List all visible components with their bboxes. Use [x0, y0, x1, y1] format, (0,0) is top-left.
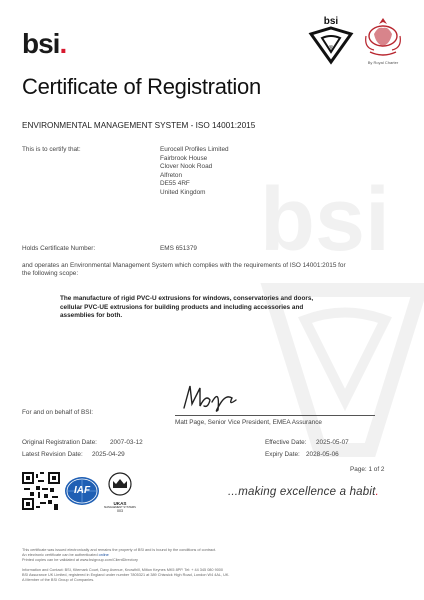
footer [22, 548, 412, 583]
expiry-date: 2028-05-06 [306, 451, 339, 458]
footer-line: Printed copies can be validated at www.bsigroup.com/ClientDirectory [22, 558, 138, 563]
latest-revision-label: Latest Revision Date: [22, 451, 83, 458]
ukas-badge [104, 472, 136, 512]
operates-statement-line-2: the following scope: [22, 270, 79, 277]
tagline-dot: . [375, 486, 379, 498]
ukas-sublabel: MANAGEMENT SYSTEMS [104, 506, 136, 509]
tagline [228, 486, 379, 498]
ukas-label: UKAS [113, 501, 127, 506]
certificate-title: Certificate of Registration [22, 74, 261, 99]
on-behalf-label: For and on behalf of BSI: [22, 409, 94, 416]
expiry-date-label: Expiry Date: [265, 451, 300, 458]
royal-caption: By Royal Charter [367, 60, 399, 65]
address-line: Fairbrook House [160, 154, 208, 162]
footer-line: BSI Assurance UK Limited, registered in England under number 7805321 at 389 Chiswick High Road, London W4 4AL, UK. [22, 572, 230, 577]
certificate-number: EMS 651379 [160, 245, 197, 252]
scope-line: cellular PVC-UE extrusions for building products and including accessories and [60, 303, 304, 311]
qr-code[interactable] [22, 472, 60, 510]
tagline-text: making excellence a habit [238, 486, 376, 498]
kitemark-logo [306, 14, 356, 66]
footer-line: This certificate was issued electronically and remains the property of BSI and is bound by the conditions of contract. [22, 548, 217, 552]
footer-line: Information and Contact: BSI, Kitemark Court, Davy Avenue, Knowlhill, Milton Keynes MK5 8PP. Tel: + 44 345 080 9000 [22, 567, 224, 572]
tagline-prefix: ... [228, 486, 239, 498]
iaf-badge [64, 476, 100, 506]
address-line: DE55 4RF [160, 180, 190, 188]
address-line: United Kingdom [160, 188, 206, 196]
footer-line: A Member of the BSI Group of Companies. [22, 578, 95, 583]
company-address [160, 146, 229, 198]
signatory-name: Matt Page, Senior Vice President, EMEA Assurance [175, 419, 322, 426]
latest-revision-date: 2025-04-29 [92, 451, 125, 458]
operates-statement-line-1: and operates an Environmental Management System which complies with the requirements of ISO 14001:2015 for [22, 262, 346, 269]
footer-online-link[interactable]: online [98, 553, 109, 558]
iaf-label: IAF [73, 485, 91, 496]
address-line: Alfreton [160, 171, 183, 179]
royal-charter-crest [360, 14, 406, 70]
bsi-logo [22, 28, 66, 60]
svg-text:bsi: bsi [260, 170, 391, 270]
svg-text:®: ® [328, 46, 334, 52]
effective-date: 2025-05-07 [316, 439, 349, 446]
ukas-crown-icon [104, 472, 136, 496]
page-number: Page: 1 of 2 [350, 466, 385, 473]
certificate-scope [60, 295, 380, 321]
original-registration-label: Original Registration Date: [22, 439, 97, 446]
kitemark-label: bsi [323, 16, 339, 27]
original-registration-date: 2007-03-12 [110, 439, 143, 446]
holds-certificate-label: Holds Certificate Number: [22, 245, 96, 252]
effective-date-label: Effective Date: [265, 439, 307, 446]
certify-label: This is to certify that: [22, 146, 81, 153]
address-line: Eurocell Profiles Limited [160, 146, 229, 153]
signature-line [175, 415, 375, 416]
address-line: Clover Nook Road [160, 163, 213, 171]
scope-line: assemblies for both. [60, 312, 123, 320]
management-system-scheme: ENVIRONMENTAL MANAGEMENT SYSTEM - ISO 14001:2015 [22, 121, 256, 130]
handwritten-signature [180, 380, 240, 414]
bsi-logo-text: bsi [22, 28, 60, 59]
bsi-logo-dot: . [59, 28, 67, 59]
scope-line: The manufacture of rigid PVC-U extrusions for windows, conservatories and doors, [60, 295, 314, 302]
footer-auth-text: An electronic certificate can be authenticated [22, 553, 98, 558]
ukas-number: 003 [117, 509, 123, 513]
